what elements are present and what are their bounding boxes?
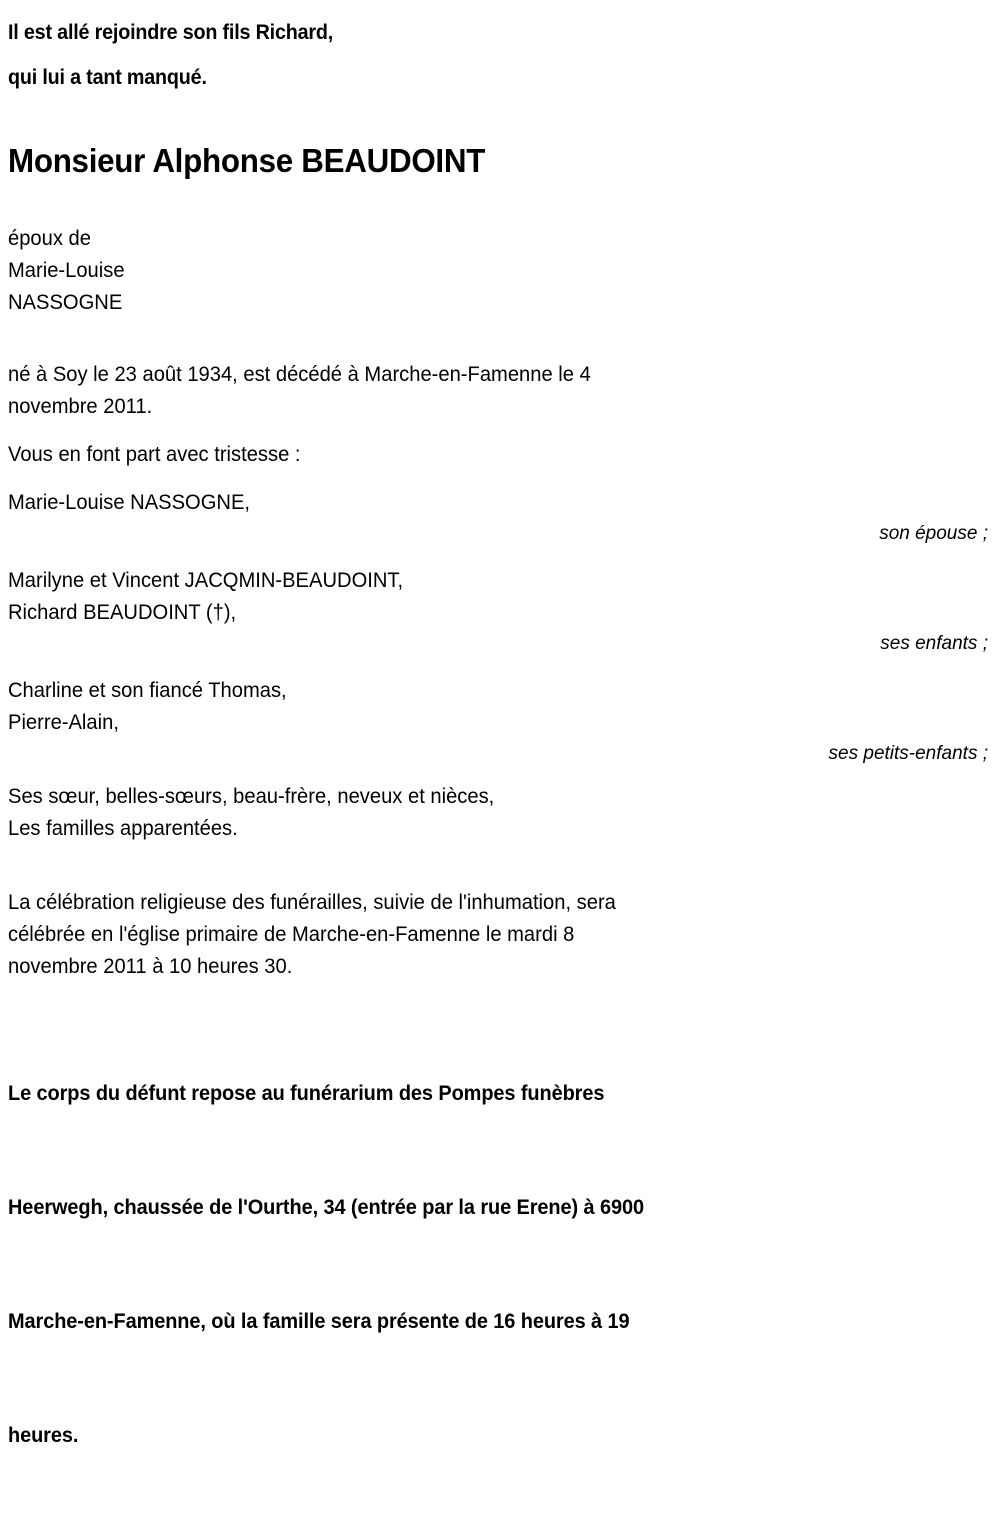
family-member-name: Marilyne et Vincent JACQMIN-BEAUDOINT, bbox=[8, 569, 404, 592]
spouse-last-name: NASSOGNE bbox=[8, 291, 123, 314]
extended-family-line-1: Ses sœur, belles-sœurs, beau-frère, neveux et nièces, bbox=[8, 785, 495, 808]
relation-label-children: ses enfants ; bbox=[880, 633, 988, 654]
extended-family-line-2: Les familles apparentées. bbox=[8, 817, 238, 840]
funeral-home-line-3: Marche-en-Famenne, où la famille sera présente de 16 heures à 19 bbox=[8, 1310, 630, 1333]
spouse-prefix: époux de bbox=[8, 227, 91, 250]
family-group-spouse bbox=[8, 487, 992, 549]
death-notice-line-2: novembre 2011. bbox=[8, 395, 153, 418]
family-member-name: Charline et son fiancé Thomas, bbox=[8, 679, 287, 702]
opening-verse bbox=[8, 10, 992, 100]
ceremony-line-3: novembre 2011 à 10 heures 30. bbox=[8, 955, 293, 978]
relation-label-grandchildren: ses petits-enfants ; bbox=[828, 743, 988, 764]
family-member-name: Pierre-Alain, bbox=[8, 711, 119, 734]
opening-verse-line-2: qui lui a tant manqué. bbox=[8, 66, 207, 89]
opening-verse-line-1: Il est allé rejoindre son fils Richard, bbox=[8, 21, 334, 44]
funeral-home-line-2: Heerwegh, chaussée de l'Ourthe, 34 (entrée par la rue Erene) à 6900 bbox=[8, 1196, 644, 1219]
announcement-intro: Vous en font part avec tristesse : bbox=[8, 443, 301, 466]
family-group-children bbox=[8, 565, 992, 659]
spouse-first-name: Marie-Louise bbox=[8, 259, 125, 282]
relation-label-spouse: son épouse ; bbox=[879, 523, 988, 544]
funeral-home-line-1: Le corps du défunt repose au funérarium des Pompes funèbres bbox=[8, 1082, 605, 1105]
family-member-name: Richard BEAUDOINT (†), bbox=[8, 601, 237, 624]
extended-family-block bbox=[8, 781, 992, 845]
death-notice-line-1: né à Soy le 23 août 1934, est décédé à Marche-en-Famenne le 4 bbox=[8, 363, 591, 386]
family-group-grandchildren bbox=[8, 675, 992, 769]
spouse-block bbox=[8, 223, 992, 319]
death-notice-paragraph bbox=[8, 359, 992, 423]
funeral-home-line-4: heures. bbox=[8, 1424, 79, 1447]
deceased-name-heading: Monsieur Alphonse BEAUDOINT bbox=[8, 142, 486, 179]
ceremony-paragraph bbox=[8, 887, 992, 983]
funeral-home-paragraph bbox=[8, 999, 943, 1531]
family-member-name: Marie-Louise NASSOGNE, bbox=[8, 491, 251, 514]
ceremony-line-2: célébrée en l'église primaire de Marche-en-Famenne le mardi 8 bbox=[8, 923, 575, 946]
ceremony-line-1: La célébration religieuse des funérailles, suivie de l'inhumation, sera bbox=[8, 891, 616, 914]
